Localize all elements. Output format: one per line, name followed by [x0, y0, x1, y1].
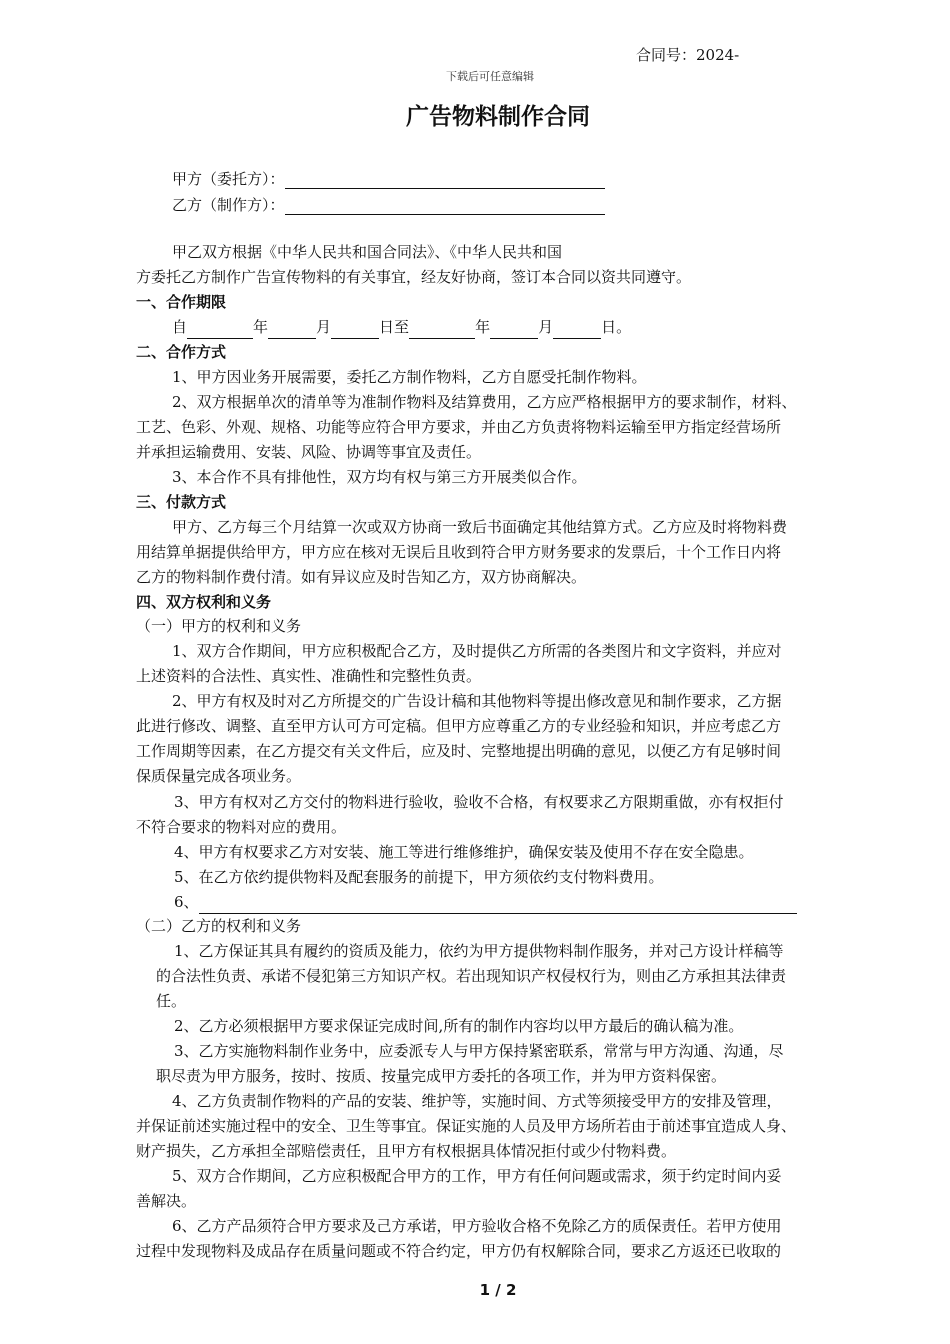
clause-line: 用结算单据提供给甲方，甲方应在核对无误后且收到符合甲方财务要求的发票后，十个工作日内将 [136, 543, 782, 561]
party-a-label: 甲方（委托方）： [172, 170, 285, 188]
preamble-line: 方委托乙方制作广告宣传物料的有关事宜，经友好协商，签订本合同以资共同遵守。 [136, 268, 692, 286]
clause-line: 上述资料的合法性、真实性、准确性和完整性负责。 [136, 667, 482, 685]
section-heading: 三、付款方式 [136, 493, 227, 511]
clause-line: 1、双方合作期间，甲方应积极配合乙方，及时提供乙方所需的各类图片和文字资料，并应对 [172, 642, 782, 660]
clause-line: 5、在乙方依约提供物料及配套服务的前提下，甲方须依约支付物料费用。 [174, 868, 664, 886]
clause-line: 财产损失，乙方承担全部赔偿责任，且甲方有权根据具体情况拒付或少付物料费。 [136, 1142, 677, 1160]
term-period-line: 自 年 月 日至 年 月 日。 [172, 315, 631, 339]
clause-line: 并承担运输费用、安装、风险、协调等事宜及责任。 [136, 443, 482, 461]
clause-line: 3、甲方有权对乙方交付的物料进行验收，验收不合格，有权要求乙方限期重做，亦有权拒付 [174, 793, 784, 811]
preamble-line: 甲乙双方根据《中华人民共和国合同法》、《中华人民共和国 [172, 243, 563, 261]
party-a-blank [285, 172, 605, 189]
clause-line: 工艺、色彩、外观、规格、功能等应符合甲方要求，并由乙方负责将物料运输至甲方指定经营场所 [136, 418, 782, 436]
subsection-heading: （二）乙方的权利和义务 [136, 917, 302, 935]
clause-line: 职尽责为甲方服务，按时、按质、按量完成甲方委托的各项工作，并为甲方资料保密。 [156, 1067, 727, 1085]
clause-line: 乙方的物料制作费付清。如有异议应及时告知乙方，双方协商解决。 [136, 568, 587, 586]
clause-line: 5、双方合作期间，乙方应积极配合甲方的工作，甲方有任何问题或需求，须于约定时间内妥 [172, 1167, 782, 1185]
clause-line: 甲方、乙方每三个月结算一次或双方协商一致后书面确定其他结算方式。乙方应及时将物料费 [172, 518, 788, 536]
clause-line: 6、乙方产品须符合甲方要求及己方承诺，甲方验收合格不免除乙方的质保责任。若甲方使用 [172, 1217, 782, 1235]
clause-line: 1、甲方因业务开展需要，委托乙方制作物料，乙方自愿受托制作物料。 [172, 368, 647, 386]
clause-line: 3、乙方实施物料制作业务中，应委派专人与甲方保持紧密联系，常常与甲方沟通、沟通，尽 [174, 1042, 784, 1060]
clause-line: 不符合要求的物料对应的费用。 [136, 818, 347, 836]
contract-number: 合同号：2024- [636, 46, 740, 64]
clause-line: 的合法性负责、承诺不侵犯第三方知识产权。若出现知识产权侵权行为，则由乙方承担其法律责 [156, 967, 787, 985]
clause-line: 2、甲方有权及时对乙方所提交的广告设计稿和其他物料等提出修改意见和制作要求，乙方据 [172, 692, 782, 710]
edit-note: 下载后可任意编辑 [446, 70, 534, 83]
clause-line: 3、本合作不具有排他性，双方均有权与第三方开展类似合作。 [172, 468, 587, 486]
subsection-heading: （一）甲方的权利和义务 [136, 617, 302, 635]
document-title: 广告物料制作合同 [406, 103, 590, 130]
clause-line: 1、乙方保证其具有履约的资质及能力，依约为甲方提供物料制作服务，并对己方设计样稿等 [174, 942, 784, 960]
clause-line: 并保证前述实施过程中的安全、卫生等事宜。保证实施的人员及甲方场所若由于前述事宜造成人身、 [136, 1117, 797, 1135]
clause-line: 2、双方根据单次的清单等为准制作物料及结算费用，乙方应严格根据甲方的要求制作，材料、 [172, 393, 797, 411]
clause-line: 工作周期等因素，在乙方提交有关文件后，应及时、完整地提出明确的意见，以便乙方有足够时间 [136, 742, 782, 760]
section-heading: 二、合作方式 [136, 343, 227, 361]
clause-line: 保质保量完成各项业务。 [136, 767, 302, 785]
party-b-label: 乙方（制作方）： [172, 196, 285, 214]
party-a-row [172, 168, 605, 189]
clause-line: 6、 [174, 890, 797, 914]
party-b-blank [285, 198, 605, 215]
clause-line: 善解决。 [136, 1192, 197, 1210]
clause-line: 4、甲方有权要求乙方对安装、施工等进行维修维护，确保安装及使用不存在安全隐患。 [174, 843, 754, 861]
clause-line: 过程中发现物料及成品存在质量问题或不符合约定，甲方仍有权解除合同，要求乙方返还已收取的 [136, 1242, 782, 1260]
clause-line: 任。 [156, 992, 187, 1010]
clause-line: 4、乙方负责制作物料的产品的安装、维护等，实施时间、方式等须接受甲方的安排及管理， [172, 1092, 782, 1110]
clause-line: 2、乙方必须根据甲方要求保证完成时间,所有的制作内容均以甲方最后的确认稿为准。 [174, 1017, 744, 1035]
clause-blank [199, 897, 797, 914]
page-indicator: 1 / 2 [479, 1281, 517, 1299]
party-b-row [172, 194, 605, 215]
section-heading: 四、双方权利和义务 [136, 593, 272, 611]
clause-line: 此进行修改、调整、直至甲方认可方可定稿。但甲方应尊重乙方的专业经验和知识，并应考虑乙方 [136, 717, 782, 735]
section-heading: 一、合作期限 [136, 293, 227, 311]
